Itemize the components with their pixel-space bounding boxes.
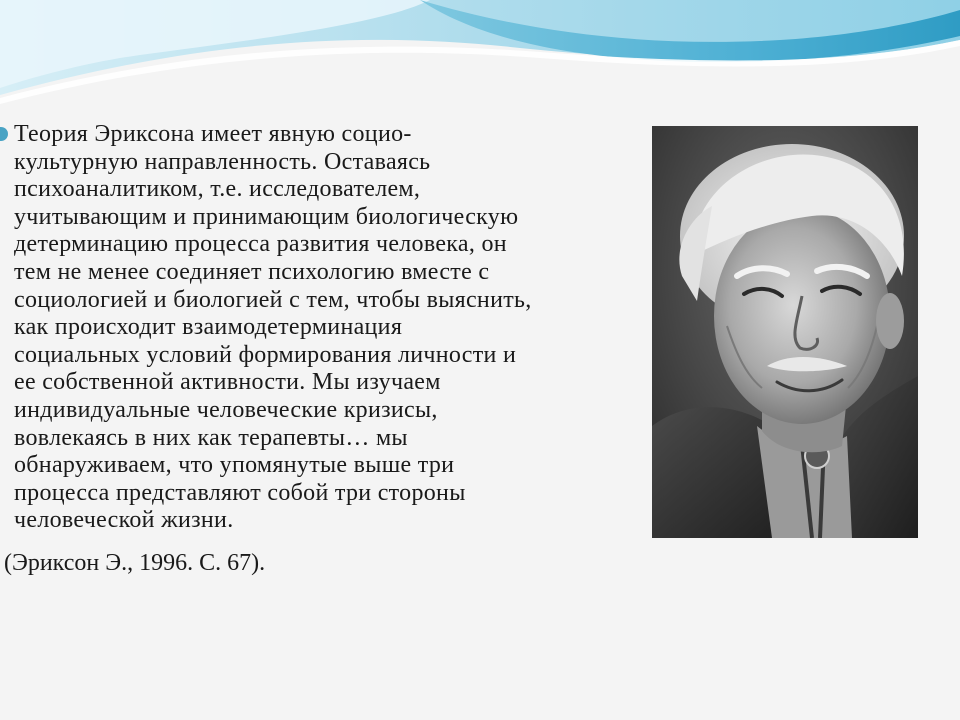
- body-line: социологией и биологией с тем, чтобы выяснить,: [14, 286, 532, 313]
- body-line: человеческой жизни.: [14, 507, 234, 534]
- body-line: вовлекаясь в них как терапевты… мы: [14, 424, 408, 451]
- body-line: процесса представляют собой три стороны: [14, 479, 466, 506]
- body-line: тем не менее соединяет психологию вместе с: [14, 258, 490, 285]
- body-line: индивидуальные человеческие кризисы,: [14, 396, 438, 423]
- wave-header-decoration: [0, 0, 960, 120]
- portrait-illustration: [652, 126, 918, 538]
- body-line: психоаналитиком, т.е. исследователем,: [14, 176, 421, 203]
- body-line: социальных условий формирования личности и: [14, 341, 517, 368]
- citation: (Эриксон Э., 1996. С. 67).: [4, 550, 266, 576]
- portrait-photo: [652, 126, 918, 538]
- body-line: Теория Эриксона имеет явную социо-: [14, 121, 412, 147]
- body-line: как происходит взаимодетерминация: [14, 314, 403, 341]
- body-line: обнаруживаем, что упомянутые выше три: [14, 452, 455, 479]
- bullet-marker: [0, 127, 8, 141]
- body-line: ее собственной активности. Мы изучаем: [14, 369, 441, 396]
- body-line: учитывающим и принимающим биологическую: [14, 203, 519, 230]
- body-line: культурную направленность. Оставаясь: [14, 148, 431, 175]
- body-line: детерминацию процесса развития человека, он: [14, 231, 507, 258]
- body-paragraph: [14, 121, 636, 535]
